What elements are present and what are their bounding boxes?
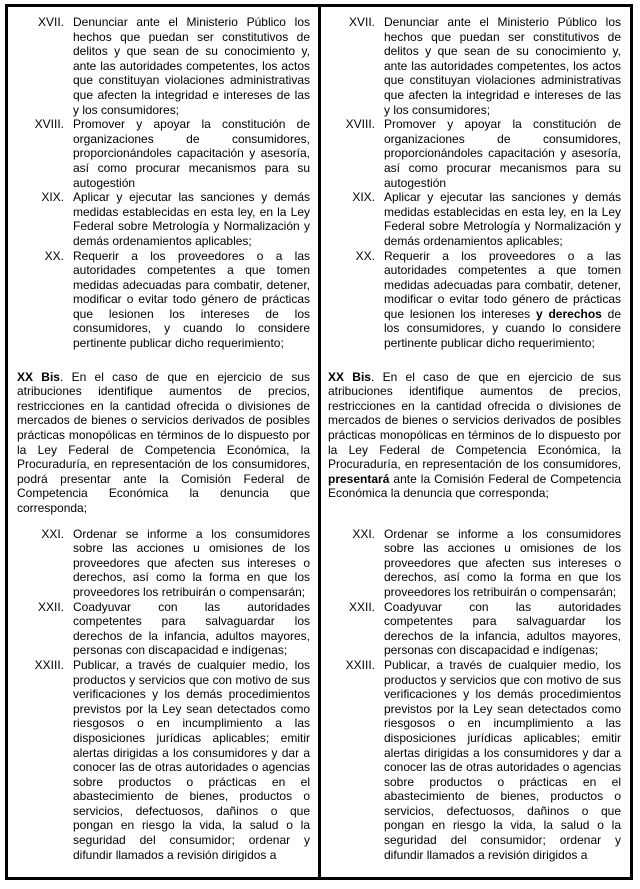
fraction-item-xviii-left — [17, 117, 310, 190]
fraction-text: Promover y apoyar la constitución de organizaciones de consumidores, proporcionándoles capacitación y asesoría, así como procurar mecanismos para su autogestión — [73, 117, 310, 190]
fraction-numeral: XVII. — [37, 15, 64, 29]
fraction-text: Denunciar ante el Ministerio Público los hechos que puedan ser constitutivos de delitos y que sean de su conocimiento y, ante las autoridades competentes, los actos que constituyan violaciones administrativas que afecten la integridad e intereses de las y los consumidores; — [73, 15, 310, 117]
fraction-xx-bis-paragraph-right: XX Bis. En el caso de que en ejercicio de sus atribuciones identifique aumentos de precios, restricciones en la cantidad ofrecida o divisiones de mercados de bienes o servicios derivados de posibles prácticas monopólicas en términos de lo dispuesto por la Ley Federal de Competencia Económica, la Procuraduría, en representación de los consumidores, presentará ante la Comisión Federal de Competencia Económica la denuncia que corresponda; — [328, 369, 621, 501]
fraction-numeral: XVIII. — [34, 117, 64, 132]
fraction-text: Requerir a los proveedores o a las autoridades competentes a que tomen medidas adecuadas para combatir, detener, modificar o evitar todo género de prácticas que lesionen los intereses y derechos de los consumidores, y cuando lo considere pertinente publicar dicho requerimiento; — [384, 248, 621, 351]
fraction-numeral: XXI. — [41, 526, 64, 541]
fraction-text: Promover y apoyar la constitución de organizaciones de consumidores, proporcionándoles capacitación y asesoría, así como procurar mecanismos para su autogestión — [384, 117, 621, 190]
fraction-numeral: XXII. — [348, 599, 375, 614]
fraction-item-xxi-right — [328, 527, 621, 600]
right-column-fractions-top — [319, 15, 630, 351]
fraction-item-xvii-right — [328, 15, 621, 117]
fraction-text: Coadyuvar con las autoridades competentes para salvaguardar los derechos de la infancia, adultos mayores, personas con discapacidad e indígenas; — [73, 599, 310, 658]
amended-bold-text: presentará — [328, 471, 390, 486]
fraction-numeral: XXIII. — [34, 657, 64, 672]
fraction-text: Publicar, a través de cualquier medio, los productos y servicios que con motivo de sus verificaciones y los demás procedimientos previstos por la Ley sean detectados como riesgosos o en incumplimiento a las disposiciones jurídicas aplicables; emitir alertas dirigidas a los consumidores y dar a conocer las de otras autoridades o agencias sobre productos o prácticas en el abastecimiento de bienes, productos o servicios, defectuosos, dañinos o que pongan en riesgo la vida, la salud o la seguridad del consumidor; ordenar y difundir llamados a revisión dirigidos a — [73, 657, 310, 862]
fraction-item-xxiii-right — [328, 658, 621, 862]
left-column-fractions-top — [8, 15, 319, 351]
fraction-text: Aplicar y ejecutar las sanciones y demás medidas establecidas en esta ley, en la Ley Federal sobre Metrología y Normalización y demás ordenamientos aplicables; — [73, 190, 310, 248]
fraction-numeral: XX. — [44, 248, 64, 263]
fraction-numeral: XVII. — [348, 15, 375, 29]
fraction-item-xx-left — [17, 249, 310, 351]
fraction-item-xvii-left — [17, 15, 310, 117]
fraction-xx-bis-paragraph-left: XX Bis. En el caso de que en ejercicio de sus atribuciones identifique aumentos de precios, restricciones en la cantidad ofrecida o divisiones de mercados de bienes o servicios derivados de posibles prácticas monopólicas en términos de lo dispuesto por la Ley Federal de Competencia Económica, la Procuraduría, en representación de los consumidores, podrá presentar ante la Comisión Federal de Competencia Económica la denuncia que corresponda; — [17, 369, 310, 515]
fraction-text: Requerir a los proveedores o a las autoridades competentes a que tomen medidas adecuadas para combatir, detener, modificar o evitar todo género de prácticas que lesionen los intereses de los consumidores, y cuando lo considere pertinente publicar dicho requerimiento; — [73, 248, 310, 351]
fraction-item-xviii-right — [328, 117, 621, 190]
fraction-numeral: XXIII. — [345, 657, 375, 672]
fraction-text: Ordenar se informe a los consumidores sobre las acciones u omisiones de los proveedores que afecten sus intereses o derechos, así como la forma en que los proveedores los retribuirán o compensarán; — [73, 526, 310, 599]
fraction-numeral: XXII. — [37, 599, 64, 614]
comparison-table — [5, 4, 633, 880]
amended-bold-text: y derechos — [536, 306, 602, 321]
fraction-text: Denunciar ante el Ministerio Público los hechos que puedan ser constitutivos de delitos y que sean de su conocimiento y, ante las autoridades competentes, los actos que constituyan violaciones administrativas que afecten la integridad e intereses de las y los consumidores; — [384, 15, 621, 117]
fraction-numeral: XIX. — [41, 190, 64, 205]
right-column-xx-bis — [319, 351, 630, 516]
fraction-numeral: XXI. — [352, 526, 375, 541]
fraction-item-xxii-left — [17, 600, 310, 658]
fraction-text: Aplicar y ejecutar las sanciones y demás medidas establecidas en esta ley, en la Ley Federal sobre Metrología y Normalización y demás ordenamientos aplicables; — [384, 190, 621, 248]
fraction-numeral: XX. — [355, 248, 375, 263]
fraction-text: Publicar, a través de cualquier medio, los productos y servicios que con motivo de sus verificaciones y los demás procedimientos previstos por la Ley sean detectados como riesgosos o en incumplimiento a las disposiciones jurídicas aplicables; emitir alertas dirigidas a los consumidores y dar a conocer las de otras autoridades o agencias sobre productos o prácticas en el abastecimiento de bienes, productos o servicios, defectuosos, dañinos o que pongan en riesgo la vida, la salud o la seguridad del consumidor; ordenar y difundir llamados a revisión dirigidos a — [384, 657, 621, 862]
column-divider — [318, 7, 321, 877]
fraction-item-xxii-right — [328, 600, 621, 658]
fraction-xx-bis-lead: XX Bis — [328, 369, 371, 384]
right-column-fractions-bottom — [319, 527, 630, 863]
fraction-numeral: XVIII. — [345, 117, 375, 132]
fraction-numeral: XIX. — [352, 190, 375, 205]
fraction-xx-bis-lead: XX Bis — [17, 369, 60, 384]
fraction-text: Coadyuvar con las autoridades competentes para salvaguardar los derechos de la infancia, adultos mayores, personas con discapacidad e indígenas; — [384, 599, 621, 658]
left-column-xx-bis — [8, 351, 319, 516]
fraction-item-xxi-left — [17, 527, 310, 600]
fraction-item-xxiii-left — [17, 658, 310, 862]
left-column-fractions-bottom — [8, 527, 319, 863]
fraction-item-xix-left — [17, 190, 310, 248]
fraction-item-xix-right — [328, 190, 621, 248]
fraction-text: Ordenar se informe a los consumidores sobre las acciones u omisiones de los proveedores que afecten sus intereses o derechos, así como la forma en que los proveedores los retribuirán o compensarán; — [384, 526, 621, 599]
fraction-item-xx-right — [328, 249, 621, 351]
